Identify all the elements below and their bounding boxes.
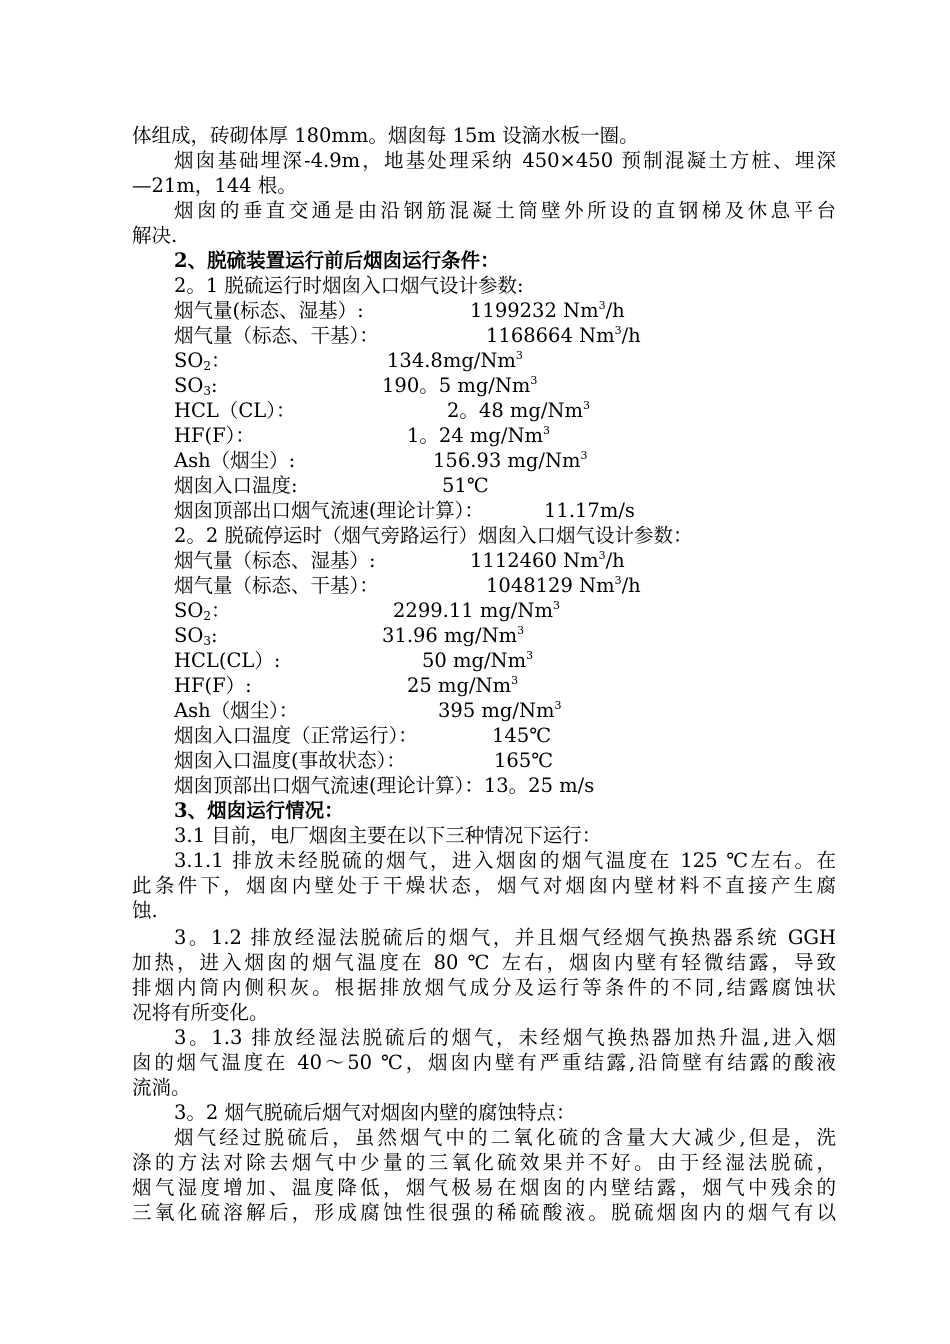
paragraph-3-1-1-line: 3.1.1 排放未经脱硫的烟气，进入烟囱的烟气温度在 125 ℃左右。在	[174, 849, 836, 872]
param-row	[174, 399, 591, 423]
paragraph-3-1-3-line: 流淌。	[132, 1076, 191, 1099]
param-label: $SO_3$:	[174, 624, 218, 648]
param-value: 156.93 mg/Nm$^3$	[433, 449, 588, 472]
param-row	[174, 749, 554, 773]
param-value: 2299.11 mg/Nm$^3$	[393, 599, 560, 622]
intro-line-2: 烟囱基础埋深-4.9m，地基处理采纳 450×450 预制混凝土方桩、埋深	[174, 149, 836, 172]
param-value: 2。48 mg/Nm$^3$	[447, 399, 591, 422]
section-2-heading: 2、脱硫装置运行前后烟囱运行条件：	[174, 249, 500, 272]
param-value: 190。5 mg/Nm$^3$	[382, 374, 538, 397]
param-row	[174, 624, 525, 648]
param-label: 烟气量（标态、湿基）:	[174, 549, 376, 572]
param-row	[174, 449, 588, 473]
paragraph-3-1-2-line: 排烟内筒内侧积灰。根据排放烟气成分及运行等条件的不同,结露腐蚀状	[132, 976, 836, 999]
param-value: 1。24 mg/Nm$^3$	[407, 424, 551, 447]
param-label: HCL（CL）：	[174, 399, 296, 422]
section-3-heading: 3、烟囱运行情况：	[174, 799, 344, 822]
param-row	[174, 549, 625, 573]
paragraph-3-1-1-line: 蚀.	[132, 899, 158, 922]
param-label: 烟囱入口温度:	[174, 474, 298, 497]
paragraph-3-1-2-line: 况将有所变化。	[132, 1001, 269, 1024]
param-value: 31.96 mg/Nm$^3$	[382, 624, 525, 647]
param-row	[174, 374, 538, 398]
subsection-2-1-title: 2。1 脱硫运行时烟囱入口烟气设计参数:	[174, 274, 524, 297]
param-row	[174, 724, 552, 748]
paragraph-3-1-2-line: 3。1.2 排放经湿法脱硫后的烟气，并且烟气经烟气换热器系统 GGH	[174, 926, 836, 949]
paragraph-3-1-1-line: 此条件下，烟囱内壁处于干燥状态，烟气对烟囱内壁材料不直接产生腐	[132, 874, 836, 897]
param-label: 烟囱入口温度（正常运行）：	[174, 724, 418, 747]
param-label: $SO_2$：	[174, 599, 231, 623]
param-label: HCL(CL）:	[174, 649, 281, 672]
param-label: 烟囱入口温度(事故状态）：	[174, 749, 406, 772]
intro-line-3: —21m，144 根。	[132, 174, 297, 197]
param-label: 烟囱顶部出口烟气流速(理论计算）：	[174, 499, 484, 522]
param-row	[174, 574, 641, 598]
intro-line-5: 解决.	[132, 224, 178, 247]
param-value: 165℃	[494, 749, 554, 772]
param-row	[174, 474, 489, 498]
paragraph-3-2-line: 涤的方法对除去烟气中少量的三氧化硫效果并不好。由于经湿法脱硫，	[132, 1151, 836, 1174]
intro-line-1: 体组成，砖砌体厚 180mm。烟囱每 15m 设滴水板一圈。	[132, 124, 639, 147]
param-value: 51℃	[442, 474, 489, 497]
param-row	[174, 774, 594, 798]
param-label: HF(F）:	[174, 674, 252, 697]
param-label: $SO_2$：	[174, 349, 231, 373]
param-row	[174, 674, 519, 698]
param-value: 1199232 Nm$^3$/h	[470, 299, 625, 322]
param-label: HF(F）：	[174, 424, 255, 447]
param-label: 烟气量(标态、湿基）:	[174, 299, 364, 322]
param-row	[174, 499, 635, 523]
param-value: 395 mg/Nm$^3$	[438, 699, 562, 722]
param-row	[174, 599, 560, 623]
param-label: 烟气量（标态、干基）：	[174, 324, 379, 347]
param-label: Ash（烟尘）:	[174, 449, 296, 472]
paragraph-3-2-line: 烟气湿度增加、温度降低，烟气极易在烟囱的内壁结露，烟气中残余的	[132, 1176, 836, 1199]
param-value: 11.17m/s	[544, 499, 635, 522]
subsection-2-2-title: 2。2 脱硫停运时（烟气旁路运行）烟囱入口烟气设计参数：	[174, 524, 693, 547]
param-value: 1048129 Nm$^3$/h	[486, 574, 641, 597]
paragraph-3-1-3-line: 3。1.3 排放经湿法脱硫后的烟气，未经烟气换热器加热升温,进入烟	[174, 1026, 836, 1049]
param-row	[174, 699, 562, 723]
param-value: 1112460 Nm$^3$/h	[470, 549, 625, 572]
param-label: Ash（烟尘）：	[174, 699, 299, 722]
param-value: 25 mg/Nm$^3$	[407, 674, 519, 697]
param-label: 烟囱顶部出口烟气流速(理论计算）：13。25 m/s	[174, 774, 595, 797]
intro-line-4: 烟囱的垂直交通是由沿钢筋混凝土筒壁外所设的直钢梯及休息平台	[174, 199, 836, 222]
param-row	[174, 649, 534, 673]
param-row	[174, 299, 625, 323]
param-value: 1168664 Nm$^3$/h	[486, 324, 641, 347]
paragraph-3-1-3-line: 囱的烟气温度在 40～50 ℃，烟囱内壁有严重结露,沿筒壁有结露的酸液	[132, 1051, 836, 1074]
param-value: 134.8mg/Nm$^3$	[387, 349, 523, 372]
param-row	[174, 349, 523, 373]
paragraph-3-1-2-line: 加热，进入烟囱的烟气温度在 80 ℃ 左右，烟囱内壁有轻微结露，导致	[132, 951, 836, 974]
paragraph-3-2-line: 烟气经过脱硫后，虽然烟气中的二氧化硫的含量大大减少,但是，洗	[174, 1126, 836, 1149]
subsection-3-1-title: 3.1 目前，电厂烟囱主要在以下三种情况下运行：	[174, 824, 602, 847]
paragraph-3-2-line: 三氧化硫溶解后，形成腐蚀性很强的稀硫酸液。脱硫烟囱内的烟气有以	[132, 1201, 836, 1224]
param-row	[174, 424, 551, 448]
param-row	[174, 324, 641, 348]
subsection-3-2-title: 3。2 烟气脱硫后烟气对烟囱内壁的腐蚀特点：	[174, 1101, 576, 1124]
param-value: 50 mg/Nm$^3$	[422, 649, 534, 672]
param-label: $SO_3$:	[174, 374, 218, 398]
param-value: 145℃	[492, 724, 552, 747]
param-label: 烟气量（标态、干基）：	[174, 574, 379, 597]
